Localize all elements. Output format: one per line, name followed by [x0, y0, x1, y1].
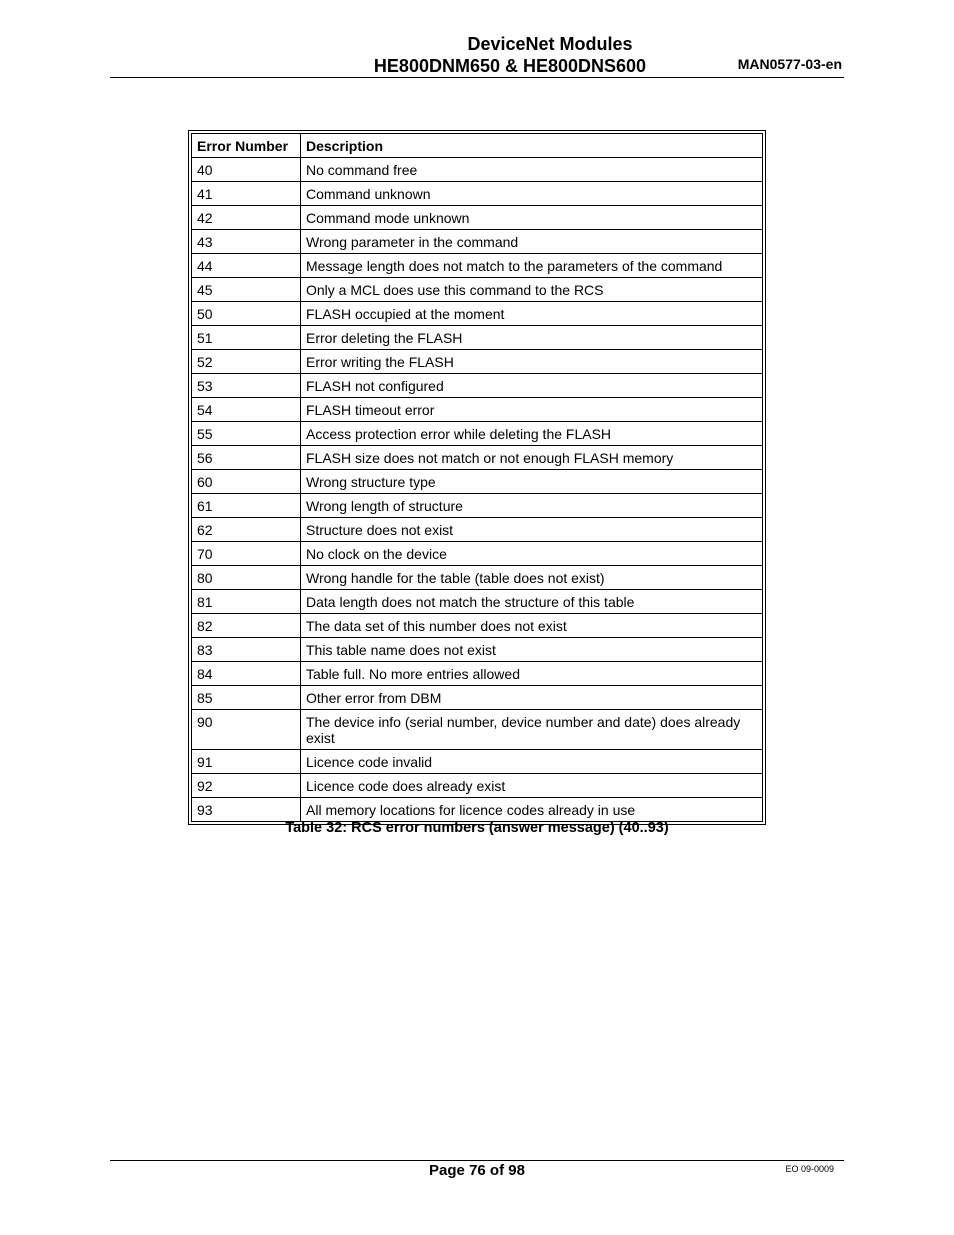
- table-row: [192, 182, 763, 206]
- error-number-cell: 40: [192, 158, 301, 182]
- table-row: [192, 278, 763, 302]
- table-row: [192, 206, 763, 230]
- table-row: [192, 686, 763, 710]
- description-cell: Access protection error while deleting the FLASH: [301, 422, 763, 446]
- error-number-cell: 61: [192, 494, 301, 518]
- table-row: [192, 398, 763, 422]
- table-row: [192, 614, 763, 638]
- table-row: [192, 350, 763, 374]
- error-number-cell: 92: [192, 774, 301, 798]
- description-cell: FLASH not configured: [301, 374, 763, 398]
- table-row: [192, 374, 763, 398]
- error-table: [191, 133, 763, 822]
- description-cell: Licence code does already exist: [301, 774, 763, 798]
- description-cell: All memory locations for licence codes already in use: [301, 798, 763, 822]
- description-cell: Command mode unknown: [301, 206, 763, 230]
- eo-code: EO 09-0009: [785, 1164, 834, 1174]
- description-cell: Only a MCL does use this command to the RCS: [301, 278, 763, 302]
- description-cell: Licence code invalid: [301, 750, 763, 774]
- description-cell: FLASH size does not match or not enough FLASH memory: [301, 446, 763, 470]
- error-number-cell: 81: [192, 590, 301, 614]
- page-number: Page 76 of 98: [429, 1162, 525, 1179]
- error-number-cell: 70: [192, 542, 301, 566]
- table-row: [192, 158, 763, 182]
- error-number-cell: 93: [192, 798, 301, 822]
- error-number-cell: 62: [192, 518, 301, 542]
- table-row: [192, 326, 763, 350]
- description-cell: Error writing the FLASH: [301, 350, 763, 374]
- error-number-cell: 50: [192, 302, 301, 326]
- description-cell: The device info (serial number, device number and date) does already exist: [301, 710, 763, 750]
- table-row: [192, 254, 763, 278]
- description-cell: Other error from DBM: [301, 686, 763, 710]
- table-row: [192, 470, 763, 494]
- error-number-cell: 55: [192, 422, 301, 446]
- page-footer: [110, 1160, 844, 1179]
- description-cell: Table full. No more entries allowed: [301, 662, 763, 686]
- title-line-2: HE800DNM650 & HE800DNS600: [373, 56, 647, 76]
- description-cell: Message length does not match to the parameters of the command: [301, 254, 763, 278]
- description-cell: No clock on the device: [301, 542, 763, 566]
- error-number-cell: 42: [192, 206, 301, 230]
- description-cell: FLASH occupied at the moment: [301, 302, 763, 326]
- table-row: [192, 750, 763, 774]
- description-cell: Structure does not exist: [301, 518, 763, 542]
- description-cell: FLASH timeout error: [301, 398, 763, 422]
- title-line-1: DeviceNet Modules: [467, 34, 633, 54]
- error-number-cell: 90: [192, 710, 301, 750]
- description-cell: Wrong structure type: [301, 470, 763, 494]
- column-header-error-number: Error Number: [192, 134, 301, 158]
- error-number-cell: 43: [192, 230, 301, 254]
- table-row: [192, 542, 763, 566]
- table-row: [192, 446, 763, 470]
- table-row: [192, 230, 763, 254]
- error-number-cell: 53: [192, 374, 301, 398]
- error-number-cell: 80: [192, 566, 301, 590]
- table-row: [192, 302, 763, 326]
- error-number-cell: 84: [192, 662, 301, 686]
- table-row: [192, 774, 763, 798]
- description-cell: The data set of this number does not exist: [301, 614, 763, 638]
- table-row: [192, 798, 763, 822]
- table-row: [192, 518, 763, 542]
- table-row: [192, 422, 763, 446]
- table-row: [192, 710, 763, 750]
- description-cell: Error deleting the FLASH: [301, 326, 763, 350]
- error-number-cell: 45: [192, 278, 301, 302]
- table-row: [192, 638, 763, 662]
- error-number-cell: 52: [192, 350, 301, 374]
- table-body: [192, 158, 763, 822]
- error-number-cell: 54: [192, 398, 301, 422]
- description-cell: No command free: [301, 158, 763, 182]
- table-row: [192, 662, 763, 686]
- error-number-cell: 56: [192, 446, 301, 470]
- page-header: [110, 33, 844, 78]
- document-code: MAN0577-03-en: [737, 56, 842, 72]
- table-row: [192, 590, 763, 614]
- table-header-row: [192, 134, 763, 158]
- table-row: [192, 494, 763, 518]
- description-cell: Command unknown: [301, 182, 763, 206]
- error-table-frame: [188, 130, 766, 825]
- description-cell: Wrong handle for the table (table does not exist): [301, 566, 763, 590]
- error-number-cell: 85: [192, 686, 301, 710]
- error-number-cell: 83: [192, 638, 301, 662]
- error-number-cell: 44: [192, 254, 301, 278]
- error-number-cell: 82: [192, 614, 301, 638]
- error-number-cell: 60: [192, 470, 301, 494]
- column-header-description: Description: [301, 134, 763, 158]
- description-cell: Wrong parameter in the command: [301, 230, 763, 254]
- description-cell: Wrong length of structure: [301, 494, 763, 518]
- table-row: [192, 566, 763, 590]
- error-number-cell: 41: [192, 182, 301, 206]
- error-number-cell: 51: [192, 326, 301, 350]
- description-cell: Data length does not match the structure of this table: [301, 590, 763, 614]
- description-cell: This table name does not exist: [301, 638, 763, 662]
- error-number-cell: 91: [192, 750, 301, 774]
- table-caption: Table 32: RCS error numbers (answer message) (40..93): [285, 820, 669, 836]
